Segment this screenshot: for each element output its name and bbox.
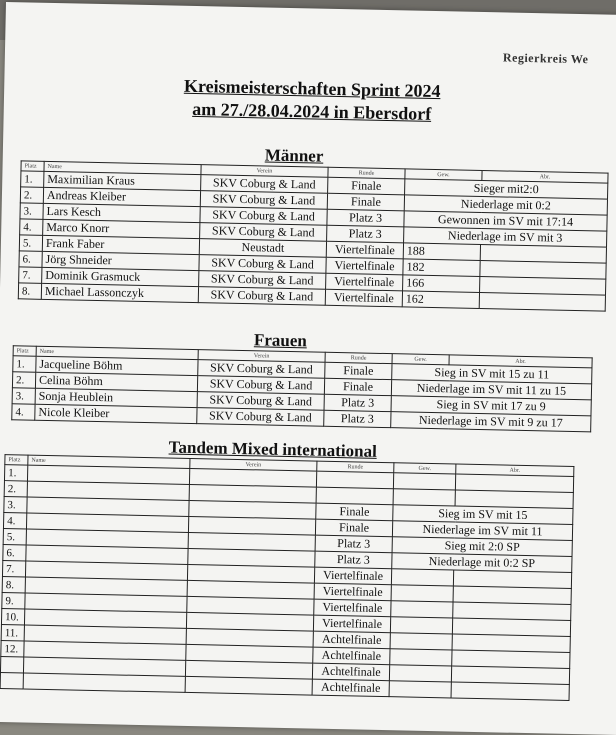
round-cell: Platz 3 [315,551,392,569]
col-round: Runde [325,352,392,363]
col-club: Verein [190,458,317,471]
club-cell: SKV Coburg & Land [198,360,325,379]
result-cell: Niederlage mit 0:2 SP [392,553,572,573]
club-cell: SKV Coburg & Land [197,376,324,395]
place-cell: 4. [3,513,26,529]
place-cell: 3. [12,388,35,404]
score-cell: 162 [402,291,479,309]
document-subtitle: am 27./28.04.2024 in Ebersdorf [192,98,432,124]
place-cell: 6. [19,251,42,267]
club-cell: SKV Coburg & Land [199,271,326,290]
empty-cell [479,292,605,311]
name-cell: Frank Faber [42,235,199,254]
col-place: Platz [5,455,28,465]
result-cell: Sieg im SV mit 15 [393,505,573,525]
round-cell: Finale [327,193,404,211]
results-sheet [0,2,616,735]
name-cell: Lars Kesch [43,203,200,222]
club-cell: SKV Coburg & Land [197,408,324,427]
round-cell: Finale [324,378,391,395]
round-cell: Viertelfinale [313,615,390,633]
result-cell: Niederlage im SV mit 11 [392,521,572,541]
col-lose: Abr. [456,464,574,476]
place-cell: 3. [4,497,27,513]
round-cell: Viertelfinale [314,567,391,585]
col-place: Platz [13,346,36,356]
name-cell: Dominik Grasmuck [42,267,199,286]
col-place: Platz [21,161,44,171]
club-cell: Neustadt [199,239,326,258]
lose-cell [451,682,569,700]
col-name: Name [36,346,198,359]
round-cell: Achtelfinale [312,663,389,681]
place-cell: 2. [12,372,35,388]
round-cell: Viertelfinale [326,241,403,259]
place-cell: 3. [20,203,43,219]
table-tandem [0,454,574,701]
round-cell: Achtelfinale [313,631,390,649]
col-name: Name [28,455,190,468]
col-lose: Abr. [482,171,608,184]
section-title-maenner: Männer [264,145,324,166]
name-cell: Maximilian Kraus [44,171,201,190]
name-cell: Michael Lassonczyk [41,283,198,302]
place-cell: 8. [18,283,41,299]
round-cell [316,471,393,489]
name-cell: Celina Böhm [35,372,197,391]
club-cell [185,676,312,695]
place-cell: 6. [3,545,26,561]
win-cell [390,633,452,650]
col-round: Runde [328,167,405,179]
place-cell: 1. [4,465,27,481]
place-cell: 7. [2,561,25,577]
win-cell [391,569,453,586]
round-cell: Achtelfinale [312,679,389,697]
result-cell: Niederlage im SV mit 3 [404,227,607,247]
score-cell: 182 [403,259,480,277]
round-cell [316,487,393,505]
result-cell: Niederlage im SV mit 9 zu 17 [391,412,591,432]
place-cell: 9. [2,593,25,609]
club-cell: SKV Coburg & Land [201,175,328,194]
district-header: Regierkreis We [502,50,589,67]
score-cell: 188 [403,243,480,261]
place-cell: 4. [20,219,43,235]
table-maenner [18,160,609,311]
club-cell: SKV Coburg & Land [197,392,324,411]
place-cell: 5. [3,529,26,545]
place-cell: 4. [12,404,35,420]
round-cell: Finale [325,362,392,379]
win-cell [393,489,455,506]
section-title-tandem: Tandem Mixed international [168,437,377,461]
win-cell [391,585,453,602]
win-cell [389,665,451,682]
round-cell: Viertelfinale [326,257,403,275]
win-cell [390,617,452,634]
place-cell [0,657,23,673]
round-cell: Platz 3 [324,394,391,411]
round-cell: Platz 3 [327,209,404,227]
place-cell: 12. [1,641,24,657]
place-cell: 5. [19,235,42,251]
club-cell: SKV Coburg & Land [200,191,327,210]
result-cell: Gewonnen im SV mit 17:14 [404,211,607,231]
round-cell: Platz 3 [327,225,404,243]
round-cell: Finale [315,519,392,537]
round-cell: Platz 3 [315,535,392,553]
col-club: Verein [198,350,325,363]
score-cell: 166 [403,275,480,293]
place-cell [0,673,23,689]
result-cell: Sieg in SV mit 15 zu 11 [392,364,592,384]
round-cell: Viertelfinale [326,273,403,291]
col-name: Name [44,161,201,174]
place-cell: 1. [21,171,44,187]
col-club: Verein [201,165,328,178]
win-cell [390,649,452,666]
col-win: Gew. [392,354,449,365]
name-cell: Marco Knorr [43,219,200,238]
result-cell: Niederlage im SV mit 11 zu 15 [391,380,591,400]
round-cell: Finale [328,177,405,195]
place-cell: 2. [4,481,27,497]
round-cell: Finale [316,503,393,521]
club-cell: SKV Coburg & Land [199,255,326,274]
name-cell: Andreas Kleiber [43,187,200,206]
col-win: Gew. [394,463,456,474]
club-cell: SKV Coburg & Land [200,207,327,226]
place-cell: 2. [20,187,43,203]
name-cell: Sonja Heublein [35,388,197,407]
win-cell [393,473,455,490]
club-cell: SKV Coburg & Land [200,223,327,242]
result-cell: Niederlage mit 0:2 [404,195,607,215]
name-cell: Jörg Shneider [42,251,199,270]
name-cell [23,673,185,692]
win-cell [391,601,453,618]
round-cell: Platz 3 [324,410,391,427]
col-round: Runde [317,461,394,473]
section-title-frauen: Frauen [253,330,308,351]
place-cell: 7. [19,267,42,283]
col-win: Gew. [405,169,482,181]
result-cell: Sieg in SV mit 17 zu 9 [391,396,591,416]
result-cell: Sieger mit2:0 [405,179,608,199]
col-lose: Abr. [449,355,592,368]
club-cell: SKV Coburg & Land [198,287,325,306]
round-cell: Viertelfinale [314,583,391,601]
name-cell: Jacqueline Böhm [36,356,198,375]
document-title: Kreismeisterschaften Sprint 2024 [183,75,441,102]
round-cell: Viertelfinale [314,599,391,617]
name-cell: Nicole Kleiber [35,404,197,423]
place-cell: 11. [1,625,24,641]
place-cell: 1. [13,356,36,372]
place-cell: 10. [1,609,24,625]
table-frauen [11,345,592,432]
win-cell [389,681,451,698]
result-cell: Sieg mit 2:0 SP [392,537,572,557]
round-cell: Viertelfinale [325,289,402,307]
place-cell: 8. [2,577,25,593]
round-cell: Achtelfinale [313,647,390,665]
